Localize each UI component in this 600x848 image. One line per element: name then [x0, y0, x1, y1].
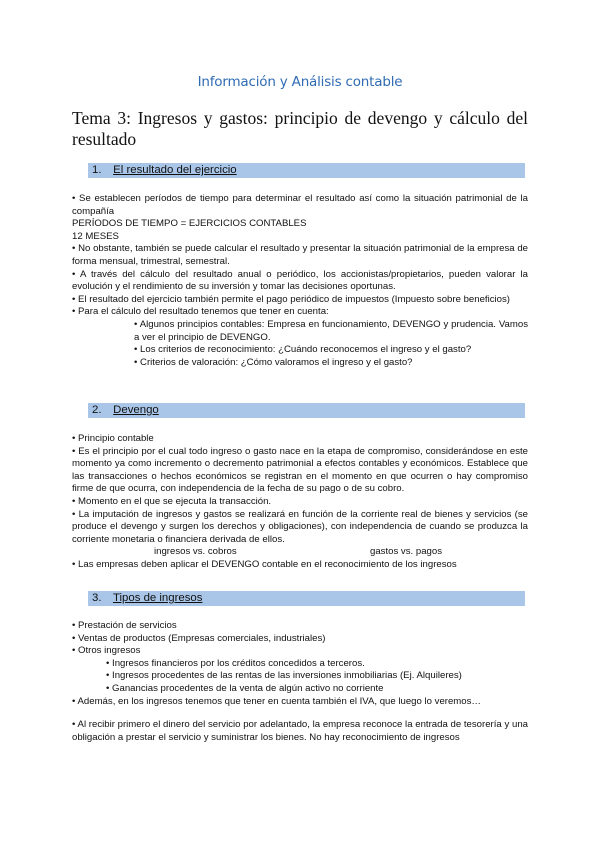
paragraph: • No obstante, también se puede calcular el resultado y presentar la situación patrimonial de la empresa de forma mensual, trimestral, semestral.: [72, 243, 528, 267]
paragraph: • La imputación de ingresos y gastos se realizará en función de la corriente real de bienes y servicios (se produce el devengo y surgen los derechos y obligaciones), con independencia de cuando se produzca la corriente monetaria o financiera derivada de ellos.: [72, 508, 528, 545]
paragraph: • Se establecen períodos de tiempo para determinar el resultado así como la situación patrimonial de la compañía: [72, 193, 528, 217]
sub-item: • Ganancias procedentes de la venta de algún activo no corriente: [106, 682, 384, 694]
paragraph: • Al recibir primero el dinero del servicio por adelantado, la empresa reconoce la entrada de tesorería y una obligación a prestar el servicio y suministrar los bienes. No hay reconocimiento de ingresos: [72, 719, 528, 743]
paragraph: • Prestación de servicios: [72, 620, 177, 631]
sub-item: • Algunos principios contables: Empresa en funcionamiento, DEVENGO y prudencia. Vamos a ver el principio de DEVENGO.: [134, 318, 528, 343]
section-heading-3: [88, 591, 525, 606]
paragraph: 12 MESES: [72, 230, 119, 242]
document-title: Tema 3: Ingresos y gastos: principio de devengo y cálculo del resultado: [72, 108, 528, 149]
sub-item: • Ingresos procedentes de las rentas de las inversiones inmobiliarias (Ej. Alquileres): [106, 670, 462, 682]
section-number: 3.: [92, 592, 102, 604]
section-2-body: [72, 433, 528, 572]
paragraph: • Momento en el que se ejecuta la transacción.: [72, 495, 272, 507]
sub-item: • Ingresos financieros por los créditos concedidos a terceros.: [106, 657, 365, 669]
section-title: Devengo: [113, 404, 159, 416]
section-number: 2.: [92, 404, 102, 416]
sub-item: • Criterios de valoración: ¿Cómo valoramos el ingreso y el gasto?: [134, 356, 413, 368]
paragraph: • Ventas de productos (Empresas comerciales, industriales): [72, 632, 326, 644]
course-header: Información y Análisis contable: [197, 74, 403, 90]
paragraph: • Además, en los ingresos tenemos que tener en cuenta también el IVA, que luego lo veremos…: [72, 695, 482, 707]
section-title: Tipos de ingresos: [112, 592, 203, 604]
section-heading-1: [88, 163, 525, 178]
paragraph: • A través del cálculo del resultado anual o periódico, los accionistas/propietarios, pueden valorar la evolución y el rendimiento de su inversión y tomar las decisiones oportunas.: [72, 268, 528, 293]
paragraph: • Para el cálculo del resultado tenemos que tener en cuenta:: [72, 306, 329, 318]
section-number: 1.: [92, 164, 102, 176]
expenses-vs-payments: gastos vs. pagos: [370, 546, 442, 558]
paragraph: • Principio contable: [72, 433, 154, 444]
section-title: El resultado del ejercicio: [113, 164, 237, 176]
paragraph: • Las empresas deben aplicar el DEVENGO contable en el reconocimiento de los ingresos: [72, 558, 457, 570]
paragraph: PERÍODOS DE TIEMPO = EJERCICIOS CONTABLES: [72, 218, 307, 230]
paragraph: • El resultado del ejercicio también permite el pago periódico de impuestos (Impuesto sobre beneficios): [72, 293, 510, 305]
sub-item: • Los criterios de reconocimiento: ¿Cuándo reconocemos el ingreso y el gasto?: [134, 344, 472, 356]
paragraph: • Otros ingresos: [72, 645, 141, 657]
section-3-body: [72, 620, 528, 744]
income-vs-collections: ingresos vs. cobros: [154, 546, 237, 558]
paragraph: • Es el principio por el cual todo ingreso o gasto nace en la etapa de compromiso, considerándose en este momento ya como incremento o decremento patrimonial a efectos contables y económicos. Establece que las transacciones o hechos económicos se registran en el momento en que ocurren o hay compromiso firme de que ocurra, con independencia de la fecha de su pago o de su cobro.: [72, 445, 528, 495]
section-1-body: [72, 193, 528, 369]
comparison-row: [72, 546, 528, 559]
section-heading-2: [88, 403, 525, 418]
spacer: [72, 708, 528, 719]
